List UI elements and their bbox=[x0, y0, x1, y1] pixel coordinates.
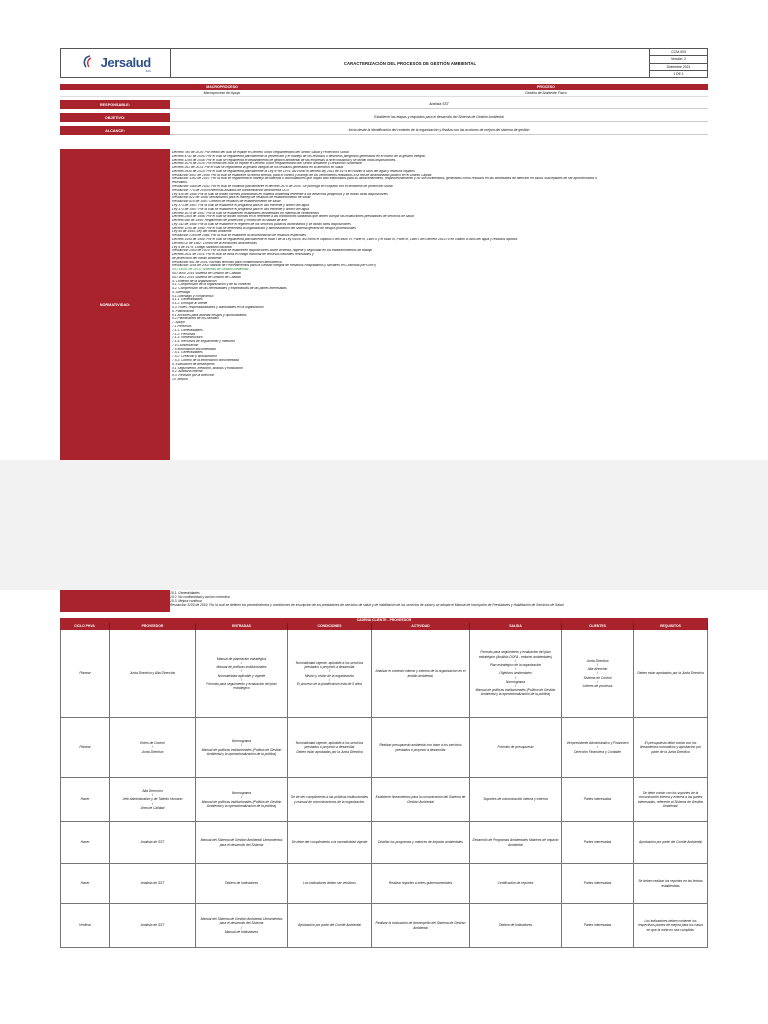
cell-line: Normograma bbox=[231, 791, 252, 796]
cell-line: Analista de SST bbox=[140, 923, 165, 928]
table-cell bbox=[470, 864, 562, 903]
cell-line: Tablero de Indicadores bbox=[224, 881, 259, 886]
cell-line: / bbox=[329, 677, 330, 682]
cell-line: Se de der cumplimiento a las políticas institucionales y manual de comunicaciones de la organización. bbox=[290, 795, 369, 804]
table-cell bbox=[372, 718, 470, 777]
cell-line: / bbox=[597, 745, 598, 750]
column-header: ACTIVIDAD bbox=[372, 623, 470, 630]
cell-line: Diseñar los programas y matrices de impacto ambientales bbox=[378, 840, 463, 845]
cell-line: Hacer bbox=[80, 797, 90, 802]
cell-line: Partes interesadas bbox=[583, 881, 612, 886]
column-header: PROVEEDOR bbox=[110, 623, 196, 630]
norm-line: Resolución 1164 de 2002 Manual de Procedimientos para la Gestión Integral de Residuos Hospitalarios y similares en Colombia (MPGIRH) bbox=[172, 264, 376, 268]
norm-line: Resolución 822 de 1998: Mecanismos para el manejo de residuos de establecimiento de salud bbox=[172, 196, 311, 200]
normatividad-label: NORMATIVIDAD: bbox=[60, 149, 170, 460]
norm-line: Resolución 1468 de 2002: Por el cual se modifica parcialmente el decreto 2676 de 2000. Se prorroga en conjunto con el Ministerio de protección social bbox=[172, 185, 393, 189]
cell-line: El presupuesto debe contar con los lineamientos normativos y aprobación por parte de la Junta Directiva bbox=[639, 741, 702, 754]
logo-text: Jersalud bbox=[100, 54, 151, 70]
cell-line: Sistema de Control bbox=[583, 675, 612, 680]
table-cell bbox=[562, 904, 634, 947]
cell-line: / bbox=[515, 675, 516, 680]
norm-line: 6. Planificación bbox=[172, 309, 195, 313]
cell-line: / bbox=[241, 669, 242, 674]
cell-line: Partes interesadas bbox=[583, 797, 612, 802]
continuation-line: 10.2. No conformidad y acción correctiva bbox=[170, 594, 230, 599]
table-cell bbox=[634, 778, 708, 821]
cell-line: Soportes de comunicación interna y externa bbox=[483, 797, 548, 802]
norm-line: Resolución 775 de 2000:Enfermías aislados de contaminación atmosférica UCX bbox=[172, 188, 290, 192]
table-cell bbox=[288, 718, 372, 777]
norm-line: reciclados. bbox=[172, 181, 188, 185]
norm-line: Decreto 351 de 2014: Por el cual se reglamenta la gestión integral de los residuos generados en la atención en salud bbox=[172, 166, 344, 170]
cell-line: / bbox=[329, 669, 330, 674]
proceso-label: PROCESO bbox=[537, 85, 555, 89]
table-cell bbox=[562, 822, 634, 863]
norm-line: 7. Apoyo bbox=[172, 321, 185, 325]
cell-line: Los indicadores deben ser verídicos bbox=[303, 881, 356, 886]
norm-line: 6.1 Acciones para abordar riesgos y oportunidades bbox=[172, 313, 247, 317]
norm-line: de protección del medio ambiente bbox=[172, 256, 222, 260]
cell-line: / bbox=[152, 801, 153, 806]
table-cell bbox=[196, 904, 288, 947]
continuation-line: 10.3. Mejora continua bbox=[170, 598, 202, 603]
cell-line: Desarrollo de Programas Ambientales Matrices de impacto Ambiental bbox=[472, 838, 559, 847]
cell-line: / bbox=[597, 671, 598, 676]
cell-line: Se debe der cumplimiento a la normatividad vigente bbox=[291, 840, 368, 845]
cell-line: Manual de políticas institucionales (Política de Gestión Ambiental y la operacionalización de la política) bbox=[475, 688, 556, 697]
cell-line: Dirección Financiera y Contable bbox=[574, 749, 621, 754]
cell-line: Área de Calidad bbox=[140, 805, 165, 810]
table-cell bbox=[110, 718, 196, 777]
proceso-value: Gestión de Ambiente Físico bbox=[384, 90, 708, 97]
table-cell bbox=[634, 904, 708, 947]
cell-line: Realizar reportes a entes gubernamentales bbox=[388, 881, 453, 886]
column-header: SALIDA bbox=[470, 623, 562, 630]
document-meta bbox=[649, 49, 707, 77]
norm-line: Decreto 2309 de 1996: Por el cual se dictan normas en lo referente a las condiciones sanitarias que deben cumplir las instituciones prestadoras de servicios de salud bbox=[172, 215, 414, 219]
norm-line: 7.1.3. Infraestructura bbox=[172, 336, 203, 340]
alcance-row bbox=[60, 126, 708, 135]
norm-line: 4.1. Comprensión de la organización y de su contexto bbox=[172, 283, 251, 287]
cell-line: Tablero de Indicadores bbox=[498, 923, 533, 928]
norm-line: ISO 9001 2015 Sistema de Gestión de Calidad bbox=[172, 275, 241, 279]
cell-line: / bbox=[515, 658, 516, 663]
cell-line: / bbox=[241, 795, 242, 800]
table-cell bbox=[110, 630, 196, 717]
cell-line: Plan estratégico de la organización bbox=[489, 662, 542, 667]
norm-line: Resolución 991 de 2001: Normas técnicas para contaminación atmosférica bbox=[172, 260, 282, 264]
doc-code: CCM-003 bbox=[650, 49, 707, 56]
table-cell bbox=[288, 778, 372, 821]
company-logo bbox=[61, 49, 171, 77]
norm-line: 9.3. Revisión por la dirección bbox=[172, 374, 215, 378]
cell-line: Jefe Administrativo y de Talento Humano bbox=[122, 797, 183, 802]
cell-line: / bbox=[152, 793, 153, 798]
norm-line: Ley 373 de 1997: Por la cual se establece el programa para el uso eficiente y ahorro del agua bbox=[172, 203, 309, 207]
table-cell bbox=[634, 630, 708, 717]
table-cell bbox=[634, 822, 708, 863]
column-header: ENTRADAS bbox=[196, 623, 288, 630]
cell-line: / bbox=[597, 662, 598, 667]
norm-line: Decreto 1074 de 1997: Por la cual se establecen estándares ambientales en materia de vertimientos bbox=[172, 211, 319, 215]
norm-line: Decreto 1299 de 2008: Por el cual se reglamenta el departamento de gestión ambiental de las empresas a nivel industrial y se dictan otras disposiciones. bbox=[172, 158, 397, 162]
cell-line: / bbox=[152, 745, 153, 750]
table-cell bbox=[372, 904, 470, 947]
cell-line: Analizar el contexto interno y externo de la organización en el ámbito ambiental. bbox=[375, 669, 466, 678]
cell-line: Manual de Indicadores bbox=[224, 929, 259, 934]
cell-line: Normatividad aplicable y vigente bbox=[217, 673, 266, 678]
macroproceso-value: Macroproceso de Apoyo bbox=[60, 90, 384, 97]
cell-line: / bbox=[515, 667, 516, 672]
norm-line: 7.1.2. Personas bbox=[172, 332, 196, 336]
column-header: CLIENTES bbox=[562, 623, 634, 630]
norm-line: Resolución 2400 de 1979: Por la cual se establecen disposiciones sobre vivienda, higiene y seguridad en los establecimientos de trabajo bbox=[172, 249, 373, 253]
cell-line: Manual del Sistema de Gestión Ambiental Lineamientos para el desarrollo del Sistema bbox=[200, 917, 283, 926]
cell-line: Hacer bbox=[80, 840, 90, 845]
logo-swoosh-icon bbox=[80, 54, 96, 70]
cell-line: Partes interesadas bbox=[583, 923, 612, 928]
norm-line: 4.2. Comprensión de las necesidades y expectativas de las partes interesadas bbox=[172, 287, 287, 291]
normatividad-section bbox=[60, 149, 708, 460]
norm-line: ISO 9000 2015 Sistema de Gestión de Calidad bbox=[172, 272, 241, 275]
alcance-value: Inicia desde la identificación del contexto de la organización y finaliza con las acciones de mejora del sistema de gestión bbox=[170, 126, 708, 135]
objetivo-value: Establecer las etapas y requisitos para el desarrollo del Sistema de Gestión Ambiental bbox=[170, 113, 708, 122]
table-cell bbox=[196, 864, 288, 903]
chain-table bbox=[60, 630, 708, 948]
table-cell bbox=[60, 864, 110, 903]
table-cell bbox=[288, 822, 372, 863]
table-cell bbox=[372, 864, 470, 903]
norm-line: Decreto 1594 de 1984: Por el cual se reglamenta parcialmente el título I de la Ley 09/09, así como el capítulo II del título VI, Parte III, Libro II y el título III, Parte III, Libro I del Decreto 2811/74 en cuanto a usos del agua y residuos líquidos bbox=[172, 237, 518, 241]
objetivo-label: OBJETIVO: bbox=[60, 113, 170, 122]
doc-version: Versión: 2 bbox=[650, 56, 707, 63]
norm-line: 5.3. Roles, responsabilidades y autoridades en la organización bbox=[172, 306, 264, 310]
norm-line: 9.1 Seguimiento, medición, análisis y evaluación bbox=[172, 366, 243, 370]
table-cell bbox=[470, 718, 562, 777]
cell-line: Objetivos ambientales bbox=[499, 671, 532, 676]
responsable-label: RESPONSABLE: bbox=[60, 100, 170, 109]
table-cell bbox=[470, 822, 562, 863]
norm-line: Ley 99 de 1993: Ley del medio ambiente bbox=[172, 230, 232, 234]
document-header bbox=[60, 48, 708, 78]
doc-page: 1 DE 1 bbox=[673, 71, 684, 76]
cell-line: Establecer lineamientos para la comunicación del Sistema de Gestión Ambiental bbox=[375, 795, 466, 804]
column-header: REQUISITOS bbox=[634, 623, 708, 630]
cell-line: Manual de políticas institucionales (Política de Gestión Ambiental y la operacionalización de la política) bbox=[201, 747, 282, 756]
cell-line: / bbox=[241, 677, 242, 682]
page-one bbox=[0, 0, 768, 460]
cell-line: Alta dirección bbox=[587, 667, 608, 672]
table-cell bbox=[634, 864, 708, 903]
table-cell bbox=[288, 864, 372, 903]
table-cell bbox=[634, 718, 708, 777]
cell-line: Normograma bbox=[505, 679, 526, 684]
norm-line: Ley 9 de 1979: Código sanitario nacional bbox=[172, 245, 232, 249]
norm-line: 7.1.5. Recursos de seguimiento y medición bbox=[172, 340, 236, 344]
norm-line: 7.1.1. Generalidades bbox=[172, 328, 203, 332]
table-cell bbox=[196, 630, 288, 717]
cell-line: Realizar la evaluación de desempeño del Sistema de Gestión Ambiental bbox=[375, 921, 466, 930]
norm-line: Resolución 2309 de 1986: Por la cual se establece la discriminación de residuos especiales bbox=[172, 234, 306, 238]
chain-column-headers bbox=[60, 623, 708, 630]
cell-line: Se debe contar con los soportes de la comunicación interna y externa a las partes interesadas, referente al Sistema de Gestión Ambiental. bbox=[637, 791, 704, 808]
cell-line: Los indicadores deben contener los respectivos planes de mejora para los casos en que la meta no sea cumplida. bbox=[637, 919, 704, 932]
table-cell bbox=[562, 630, 634, 717]
norm-line: 7.5.1. Generalidades bbox=[172, 351, 203, 355]
norm-line: ISO 14001 de 2015: Sistemas de Gestión Ambiental bbox=[172, 268, 249, 272]
cell-line: Verificar bbox=[79, 923, 91, 928]
table-cell bbox=[288, 904, 372, 947]
cell-line: / bbox=[515, 684, 516, 688]
table-cell bbox=[470, 904, 562, 947]
norm-line: Ley 142 de 1994: Por la cual se establece el régimen de los servicios públicos domiciliarios y se dictan otras disposiciones bbox=[172, 222, 351, 226]
table-row bbox=[60, 904, 708, 948]
norm-line: 6.2 Planificación de los cambios bbox=[172, 317, 219, 321]
cell-line: Planear bbox=[79, 671, 91, 676]
norm-line: Resolución 3957 de 2009: Por la cual se establece la norma técnica, para el control y manejo de los vertimientos realizados a la red de alcantarillado público en el Distrito Capital bbox=[172, 173, 432, 177]
chain-title: CADENA CLIENTE - PROVEEDOR bbox=[60, 618, 708, 623]
norm-line: Decreto 1295 de 1994: Por el cual se determina la organización y administración del sistema general de riesgos profesionales bbox=[172, 226, 356, 230]
cell-line: El proceso de la planificación está de 5 años bbox=[296, 681, 363, 686]
table-cell bbox=[60, 778, 110, 821]
logo-subtext: SAS bbox=[145, 69, 151, 73]
cell-line: / bbox=[241, 743, 242, 748]
norm-line: 9.2. Auditoría interna bbox=[172, 370, 203, 374]
norm-line: 7.5.3. Control de la información documentada bbox=[172, 358, 239, 362]
cell-line: Analista de SST bbox=[140, 881, 165, 886]
cell-line: Junta Directiva y Alta Dirección bbox=[129, 671, 176, 676]
table-cell bbox=[110, 778, 196, 821]
cell-line: Certificación de reportes bbox=[497, 881, 534, 886]
table-row bbox=[60, 630, 708, 718]
cell-line: Vicepresidente Administrativo y Financiero bbox=[566, 741, 629, 746]
table-cell bbox=[110, 904, 196, 947]
page-two bbox=[0, 590, 768, 1024]
cell-line: Entes de Control bbox=[140, 741, 165, 746]
norm-line: Decreto 948 de 1995: Reglamento de protección y control de la calidad de aire bbox=[172, 219, 287, 223]
cell-line: Manual de políticas institucionales (Política de Gestión Ambiental y la operacionalización de la política) bbox=[201, 799, 282, 808]
cell-line: Alta Dirección bbox=[142, 788, 163, 793]
cell-line: Junta Directiva bbox=[586, 658, 609, 663]
norm-line: 7.1 Recursos bbox=[172, 324, 192, 328]
norm-line: Decreto 4741 de 2005: Por el cual se reglamenta parcialmente la prevención y el manejo de los residuos o desechos peligrosos generados en el marco de la gestión integral. bbox=[172, 154, 426, 158]
norm-line: 10. Mejora bbox=[172, 377, 188, 381]
cell-line: Formato para seguimiento y evaluación del plan estratégico (Análisis DOFA - entorno ambientales) bbox=[478, 650, 553, 659]
table-cell bbox=[562, 864, 634, 903]
cell-line: Normatividad vigente, aplicable a los servicios prestados o proyecto a desarrollar bbox=[295, 741, 364, 750]
cell-line: Hacer bbox=[80, 881, 90, 886]
norm-line: 5.1.2. Enfoque al cliente bbox=[172, 302, 208, 306]
column-header: CICLO PHVA bbox=[60, 623, 110, 630]
table-cell bbox=[470, 630, 562, 717]
document-title: CARACTERIZACIÓN DEL PROCESOS DE GESTIÓN AMBIENTAL bbox=[343, 60, 477, 66]
normatividad-list bbox=[170, 149, 708, 460]
norm-line: Decreto 3930 de 2010: Por el cual se reglamenta parcialmente la Ley 9ª de 1979, así como el decreto-ley 2811 de 1974 en cuanto a usos del agua y residuos líquidos bbox=[172, 169, 415, 173]
table-cell bbox=[288, 630, 372, 717]
macro-value-row bbox=[60, 90, 708, 97]
alcance-label: ALCANCE: bbox=[60, 126, 170, 135]
responsable-value: Analista SST bbox=[170, 100, 708, 109]
norm-line: 7.5 Información documentada bbox=[172, 347, 216, 351]
table-cell bbox=[60, 822, 110, 863]
cell-line: / bbox=[241, 660, 242, 665]
table-cell bbox=[110, 864, 196, 903]
cell-line: Manual de políticas institucionales bbox=[216, 665, 267, 670]
cell-line: Manual del Sistema de Gestión Ambiental Lineamientos para el desarrollo del Sistema bbox=[200, 838, 283, 847]
cell-line: / bbox=[241, 925, 242, 930]
norm-line: 9. Evaluación de desempeño bbox=[172, 362, 215, 366]
responsable-row bbox=[60, 100, 708, 109]
continuation-line: Resolución 3100 de 2019: Por la cual se definen los procedimientos y condiciones de inscripción de los prestadores de servicios de salud y de habilitación de los servicios de salud y se adopta el Manual de Inscripción de Prestadores y Habilitación de Servicios de Salud bbox=[170, 602, 564, 607]
cell-line: / bbox=[597, 679, 598, 684]
cell-line: Líderes de procesos bbox=[582, 684, 613, 688]
cell-line: Misión y visión de la organización bbox=[304, 673, 355, 678]
table-cell bbox=[470, 778, 562, 821]
cell-line: Deben estar aprobados por la Junta Directiva bbox=[637, 671, 704, 676]
cell-line: Manual de planeación estratégica bbox=[216, 656, 267, 661]
table-row bbox=[60, 822, 708, 864]
column-header: CONDICIONES bbox=[288, 623, 372, 630]
table-cell bbox=[196, 778, 288, 821]
continuation-line: 10.1. Generalidades bbox=[170, 591, 200, 595]
table-cell bbox=[196, 822, 288, 863]
cell-line: Normograma bbox=[231, 739, 252, 744]
norm-line: 7.5.2. Creación y actualización bbox=[172, 355, 217, 359]
normatividad-continuation bbox=[170, 590, 708, 608]
norm-line: Decreto 02 de 1982: Control de la emisiones atmosféricas bbox=[172, 241, 257, 245]
cell-line: Aprobación por parte del Comité Ambiental bbox=[298, 923, 361, 928]
cell-line: Formato de presupuesto bbox=[497, 745, 534, 750]
norm-line: Ley 430 de 1998: Por la cual se dictan normas prohibitivas en materia ambiental referente a los desechos peligrosos y se dictan otras disposiciones bbox=[172, 192, 388, 196]
continuation-label-cell bbox=[60, 590, 170, 612]
table-cell bbox=[562, 778, 634, 821]
cell-line: Partes interesadas bbox=[583, 840, 612, 845]
doc-date: Diciembre 2021 bbox=[650, 64, 707, 71]
norm-line: Resolución 810 de 1997: Gestión de residuos de establecimiento de salud bbox=[172, 200, 281, 204]
table-row bbox=[60, 778, 708, 822]
table-cell bbox=[372, 630, 470, 717]
table-cell bbox=[372, 778, 470, 821]
norm-line: 5.1 Liderazgo y compromiso bbox=[172, 294, 214, 298]
table-cell bbox=[110, 822, 196, 863]
norm-line: 5. Liderazgo bbox=[172, 290, 191, 294]
norm-line: Resolución 1362 de 2007: Por la cual se reglamenta el manejo de baterías o acumuladores que hayan sido elaborados para su almacenamiento, reaprovechamiento y no son incinerados, generados como residuos en las actividades de atención en salud, susceptibles de ser aprovechados o bbox=[172, 177, 598, 181]
cell-line: Aprobación por parte del Comité Ambiental bbox=[639, 840, 702, 845]
norm-line: Decreto 780 de 2016: Por medio del cual se expide el Decreto Único Reglamentario del Sector Salud y Protección Social bbox=[172, 151, 349, 154]
table-cell bbox=[196, 718, 288, 777]
cell-line: Normatividad vigente, aplicable a los servicios prestados o proyecto a desarrollar bbox=[295, 660, 364, 670]
cell-line: Planear bbox=[79, 745, 91, 750]
table-cell bbox=[60, 630, 110, 717]
norm-line: 7.4 Comunicación bbox=[172, 343, 199, 347]
table-row bbox=[60, 864, 708, 904]
table-cell bbox=[60, 904, 110, 947]
table-row bbox=[60, 718, 708, 778]
norm-line: Ley 373 de 1997: Por la cual se establece el programa para el uso eficiente y ahorro del agua bbox=[172, 207, 309, 211]
norm-line: Decreto 1076 de 2015: Por medio del cual se expide el Decreto Único Reglamentario del Sector Ambiente y Desarrollo Sostenible. bbox=[172, 162, 363, 166]
cell-line: Se deben realizar los reportes en las fechas establecidas bbox=[638, 879, 703, 888]
objetivo-row bbox=[60, 113, 708, 122]
cell-line: Formato para seguimiento y evaluación del plan estratégico bbox=[206, 681, 277, 691]
norm-line: Decreto 2811 de 1974: Por el cual se dicta el código nacional de recursos naturales renovables y bbox=[172, 253, 314, 257]
cell-line: Deben estar aprobadas por la Junta Directiva bbox=[296, 749, 363, 754]
table-cell bbox=[60, 718, 110, 777]
norm-line: 5.1.1. Generalidades bbox=[172, 298, 203, 302]
cell-line: Realizar presupuesto ambiental con base a los servicios prestados o proyecto a desarrollar bbox=[379, 743, 462, 752]
page-gap bbox=[0, 460, 768, 590]
norm-line: 4. Contexto de la organización bbox=[172, 279, 217, 283]
table-cell bbox=[372, 822, 470, 863]
cell-line: Junta Directiva bbox=[141, 749, 164, 754]
table-cell bbox=[562, 718, 634, 777]
macroproceso-label: MACROPROCESO bbox=[206, 85, 238, 89]
cell-line: Analista de SST bbox=[140, 840, 165, 845]
